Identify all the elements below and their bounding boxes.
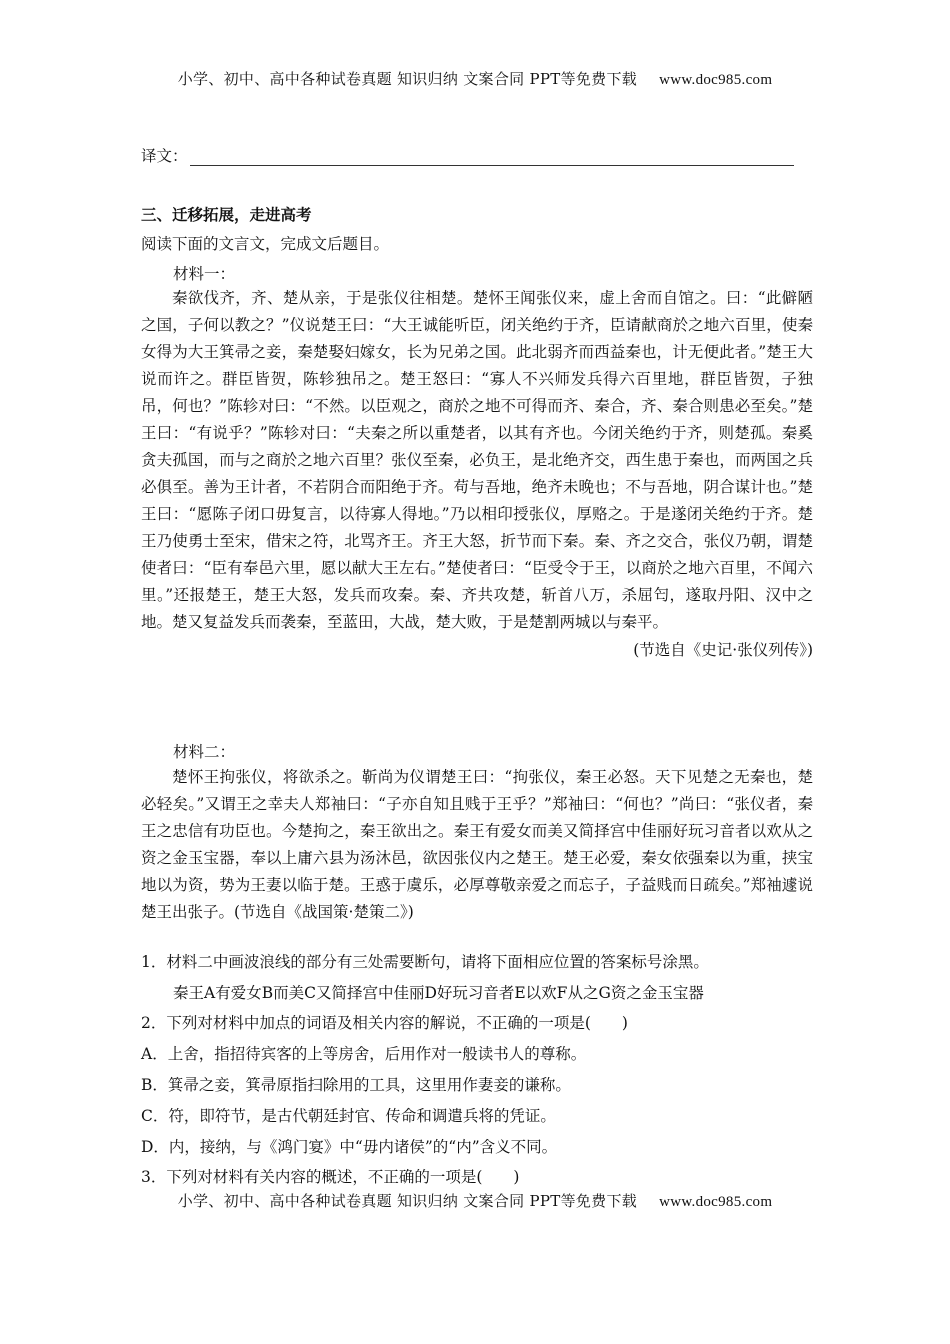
header-text: 小学、初中、高中各种试卷真题 知识归纳 文案合同 PPT等免费下载 — [177, 70, 638, 88]
translation-line — [141, 144, 794, 166]
section-title: 三、迁移拓展，走进高考 — [141, 205, 312, 224]
material1-text: 秦欲伐齐，齐、楚从亲，于是张仪往相楚。楚怀王闻张仪来，虚上舍而自馆之。曰：“此僻陋之国，子何以教之？”仪说楚王曰：“大王诚能听臣，闭关绝约于齐，臣请献商於之地六百里，使秦女得为大王箕帚之妾，秦楚娶妇嫁女，长为兄弟之国。此北弱齐而西益秦也，计无便此者。”楚王大说而许之。群臣皆贺，陈轸独吊之。楚王怒曰：“寡人不兴师发兵得六百里地，群臣皆贺，子独吊，何也？”陈轸对曰：“不然。以臣观之，商於之地不可得而齐、秦合，齐、秦合则患必至矣。”楚王曰：“有说乎？”陈轸对曰：“夫秦之所以重楚者，以其有齐也。今闭关绝约于齐，则楚孤。秦奚贪夫孤国，而与之商於之地六百里？张仪至秦，必负王，是北绝齐交，西生患于秦也，而两国之兵必俱至。善为王计者，不若阴合而阳绝于齐。苟与吾地，绝齐未晚也；不与吾地，阴合谋计也。”楚王曰：“愿陈子闭口毋复言，以待寡人得地。”乃以相印授张仪，厚赂之。于是遂闭关绝约于齐。楚王乃使勇士至宋，借宋之符，北骂齐王。齐王大怒，折节而下秦。秦、齐之交合，张仪乃朝，谓楚使者曰：“臣有奉邑六里，愿以献大王左右。”楚使者曰：“臣受令于王，以商於之地六百里，不闻六里。”还报楚王，楚王大怒，发兵而攻秦。秦、齐共攻楚，斩首八万，杀屈匄，遂取丹阳、汉中之地。楚又复益发兵而袭秦，至蓝田，大战，楚大败，于是楚割两城以与秦平。 — [141, 289, 813, 631]
footer-site: www.doc985.com — [659, 1194, 773, 1210]
translation-label: 译文： — [141, 147, 188, 165]
question-2: 2．下列对材料中加点的词语及相关内容的解说，不正确的一项是( ) — [141, 1014, 628, 1032]
answer-blank — [190, 149, 794, 166]
question-3: 3．下列对材料有关内容的概述，不正确的一项是( ) — [141, 1168, 520, 1186]
material1-source: (节选自《史记·张仪列传》) — [633, 641, 813, 659]
footer-text: 小学、初中、高中各种试卷真题 知识归纳 文案合同 PPT等免费下载 — [177, 1192, 638, 1210]
material2-body — [141, 764, 813, 926]
material2-title: 材料二： — [173, 743, 236, 761]
header-site: www.doc985.com — [659, 72, 773, 88]
section-intro: 阅读下面的文言文，完成文后题目。 — [141, 235, 390, 253]
question-1-options: 秦王A有爱女B而美C又简择宫中佳丽D好玩习音者E以欢F从之G资之金玉宝器 — [173, 984, 704, 1002]
question-2-option-d: D．内，接纳，与《鸿门宴》中“毋内诸侯”的“内”含义不同。 — [141, 1138, 558, 1156]
page-header — [0, 68, 950, 89]
page-footer — [0, 1190, 950, 1211]
material1-title: 材料一： — [173, 265, 236, 283]
material1-body — [141, 285, 813, 664]
question-1: 1．材料二中画波浪线的部分有三处需要断句，请将下面相应位置的答案标号涂黑。 — [141, 953, 709, 971]
question-2-option-b: B．箕帚之妾，箕帚原指扫除用的工具，这里用作妻妾的谦称。 — [141, 1076, 571, 1094]
question-2-option-c: C．符，即符节，是古代朝廷封官、传命和调遣兵将的凭证。 — [141, 1107, 556, 1125]
question-2-option-a: A．上舍，指招待宾客的上等房舍，后用作对一般读书人的尊称。 — [141, 1045, 587, 1063]
material2-text: 楚怀王拘张仪，将欲杀之。靳尚为仪谓楚王曰：“拘张仪，秦王必怒。天下见楚之无秦也，楚必轻矣。”又谓王之幸夫人郑袖曰：“子亦自知且贱于王乎？”郑袖曰：“何也？”尚曰：“张仪者，秦王之忠信有功臣也。今楚拘之，秦王欲出之。秦王有爱女而美又简择宫中佳丽好玩习音者以欢从之资之金玉宝器，奉以上庸六县为汤沐邑，欲因张仪内之楚王。楚王必爱，秦女依强秦以为重，挟宝地以为资，势为王妻以临于楚。王惑于虞乐，必厚尊敬亲爱之而忘子，子益贱而日疏矣。”郑袖遽说楚王出张子。(节选自《战国策·楚策二》) — [141, 768, 813, 921]
